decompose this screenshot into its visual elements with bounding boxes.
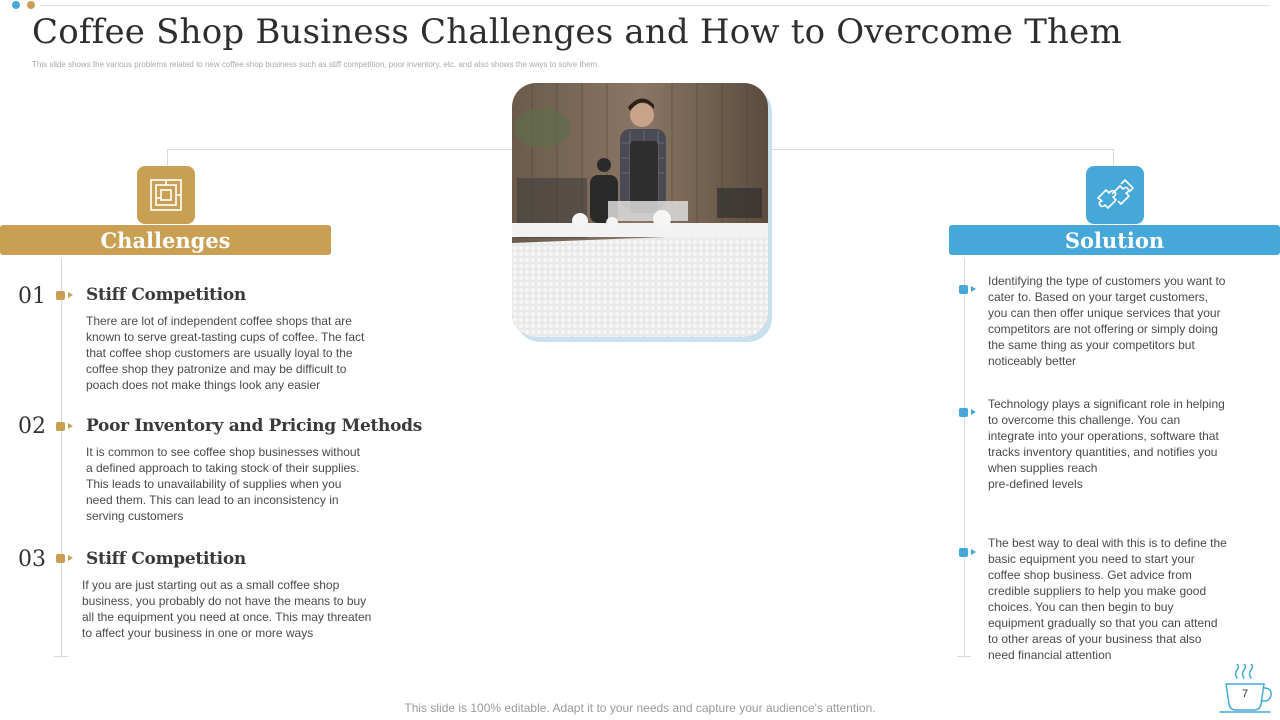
blue-dot <box>12 1 20 9</box>
challenge-text-01: There are lot of independent coffee shops that are known to serve great-tasting cups of coffee. The fact that coffee shop customers are usually loyal to the coffee shop they patronize and may be difficult to poach does not make things look any easier <box>86 314 365 392</box>
solution-marker-01 <box>959 285 968 294</box>
challenge-title-02: Poor Inventory and Pricing Methods <box>86 416 422 436</box>
solution-timeline <box>964 258 965 656</box>
challenges-timeline <box>61 258 62 656</box>
right-connector <box>768 149 1114 150</box>
solution-icon-box <box>1086 166 1144 224</box>
barista-photo <box>512 83 768 337</box>
challenge-arrow-01 <box>68 292 73 298</box>
solution-arrow-02 <box>971 409 976 415</box>
footer-note: This slide is 100% editable. Adapt it to your needs and capture your audience's attention. <box>404 701 876 715</box>
challenge-text-03: If you are just starting out as a small coffee shop business, you probably do not have the means to buy all the equipment you need at once. This may threaten to affect your business in one or more ways <box>82 578 372 640</box>
challenge-marker-01 <box>56 291 65 300</box>
solution-banner: Solution <box>949 225 1280 255</box>
solution-text-03: The best way to deal with this is to define the basic equipment you need to start your coffee shop business. Get advice from credible suppliers to help you make good choices. You can then begin to buy equipment gradually so that you can attend to other areas of your business that also need financial attention <box>988 536 1227 662</box>
challenge-title-03: Stiff Competition <box>86 549 246 569</box>
right-connector-drop <box>1113 149 1114 166</box>
challenges-icon-box <box>137 166 195 224</box>
challenge-text-02: It is common to see coffee shop businesses without a defined approach to taking stock of their supplies. This leads to unavailability of supplies when you need them. This can lead to an inconsistency in serving customers <box>86 445 360 523</box>
solution-arrow-01 <box>971 286 976 292</box>
challenge-arrow-02 <box>68 423 73 429</box>
page-number: 7 <box>1241 688 1249 700</box>
barista-illustration <box>512 83 768 337</box>
maze-icon <box>149 178 183 212</box>
solution-text-02: Technology plays a significant role in helping to overcome this challenge. You can integrate into your operations, software that tracks inventory quantities, and notifies you when supplies reach pre-defined levels <box>988 397 1225 491</box>
left-connector <box>167 149 512 150</box>
solution-arrow-03 <box>971 549 976 555</box>
solution-timeline-end <box>957 656 971 657</box>
gold-dot <box>27 1 35 9</box>
puzzle-icon <box>1095 178 1135 212</box>
top-divider <box>40 5 1270 6</box>
solution-text-01: Identifying the type of customers you want to cater to. Based on your target customers, you can then offer unique services that your competitors are not offering or simply doing the same thing as your competitors but noticeably better <box>988 274 1226 368</box>
challenge-arrow-03 <box>68 555 73 561</box>
challenges-banner: Challenges <box>0 225 331 255</box>
challenge-marker-03 <box>56 554 65 563</box>
solution-marker-03 <box>959 548 968 557</box>
challenge-number-01: 01 <box>18 284 46 309</box>
challenge-number-03: 03 <box>18 547 46 572</box>
page-title: Coffee Shop Business Challenges and How to Overcome Them <box>32 12 1122 52</box>
challenge-marker-02 <box>56 422 65 431</box>
challenge-title-01: Stiff Competition <box>86 285 246 305</box>
challenges-timeline-end <box>54 656 68 657</box>
challenge-number-02: 02 <box>18 414 46 439</box>
solution-marker-02 <box>959 408 968 417</box>
left-connector-drop <box>167 149 168 166</box>
page-subtitle: This slide shows the various problems related to new coffee shop business such as stiff competition, poor inventory, etc. and also shows the ways to solve them. <box>32 60 600 69</box>
